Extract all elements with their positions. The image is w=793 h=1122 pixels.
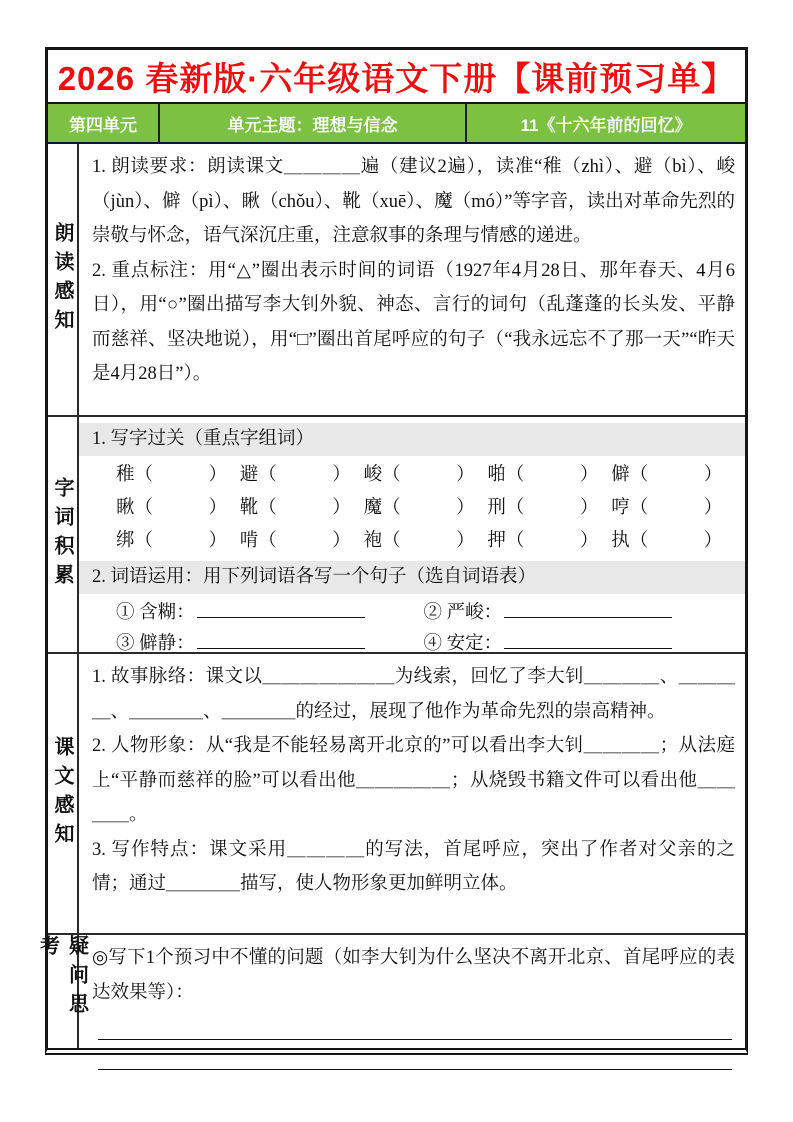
word-grid-cell: 袍（ ）	[363, 531, 475, 551]
section-thinking	[36, 935, 745, 1048]
sentence-word-label: ① 含糊：	[116, 603, 195, 623]
word-grid-cell: 执（ ）	[611, 531, 723, 551]
word-grid-cell: 峻（ ）	[363, 465, 475, 485]
section-reading-content	[79, 144, 745, 415]
word-grid-cell: 刑（ ）	[487, 498, 599, 518]
story-thread-text: 1. 故事脉络：课文以＿＿＿＿＿＿＿为线索，回忆了李大钊＿＿＿＿、＿＿＿＿、＿＿＿＿、＿＿＿＿的经过，展现了他作为革命先烈的崇高精神。	[92, 667, 735, 722]
word-grid-cell: 哼（ ）	[611, 498, 723, 518]
section-words	[48, 417, 745, 654]
lesson-title-cell: 11《十六年前的回忆》	[465, 104, 745, 142]
answer-blank	[197, 629, 365, 649]
section-thinking-content	[79, 935, 745, 1048]
character-grid	[79, 458, 745, 559]
answer-line	[98, 1010, 732, 1040]
word-grid-cell: 靴（ ）	[239, 498, 351, 518]
word-grid-cell: 押（ ）	[487, 531, 599, 551]
reading-annotation-text: 2. 重点标注：用“△”圈出表示时间的词语（1927年4月28日、那年春天、4月6日），用“○”圈出描写李大钊外貌、神态、言行的词句（乱蓬蓬的长头发、平静而慈祥、坚决地说），用“□”圈出首尾呼应的句子（“我永远忘不了那一天”“昨天是4月28日”）。	[92, 260, 735, 384]
unit-theme-cell: 单元主题：理想与信念	[158, 104, 465, 142]
answer-line	[98, 1040, 732, 1070]
character-image-text: 2. 人物形象：从“我是不能轻易离开北京的”可以看出李大钊＿＿＿＿；从法庭上“平静而慈祥的脸”可以看出他＿＿＿＿＿；从烧毁书籍文件可以看出他＿＿＿＿。	[92, 736, 735, 825]
write-characters-header: 1. 写字过关（重点字组词）	[79, 423, 745, 456]
word-grid-cell: 啪（ ）	[487, 465, 599, 485]
word-grid-cell: 僻（ ）	[611, 465, 723, 485]
page-title: 2026 春新版·六年级语文下册【课前预习单】	[48, 50, 745, 104]
section-words-content	[79, 417, 745, 652]
sentence-word-item	[116, 598, 424, 629]
word-grid-cell: 稚（ ）	[116, 465, 228, 485]
word-grid-cell: 啃（ ）	[239, 531, 351, 551]
worksheet	[36, 47, 748, 1055]
sentence-writing-grid	[79, 596, 745, 660]
answer-blank	[504, 598, 672, 618]
section-reading	[48, 144, 745, 417]
unit-bar	[48, 104, 745, 144]
word-grid-cell: 魔（ ）	[363, 498, 475, 518]
section-label-comprehension: 课文感知	[48, 654, 79, 933]
answer-blank	[197, 598, 365, 618]
section-label-thinking: 疑问思考	[48, 935, 79, 1048]
answer-blank	[504, 629, 672, 649]
writing-features-text: 3. 写作特点：课文采用＿＿＿＿的写法，首尾呼应，突出了作者对父亲的之情；通过＿＿＿＿描写，使人物形象更加鲜明立体。	[92, 839, 735, 894]
question-prompt-text: ◎写下1个预习中不懂的问题（如李大钊为什么坚决不离开北京、首尾呼应的表达效果等）：	[92, 948, 735, 1003]
unit-cell: 第四单元	[69, 116, 137, 135]
sentence-word-item	[424, 598, 732, 629]
section-label-words: 字词积累	[48, 417, 79, 652]
section-comprehension	[48, 654, 745, 935]
reading-requirement-text: 1. 朗读要求：朗读课文＿＿＿＿遍（建议2遍），读准“稚（zhì）、避（bì）、峻（jùn）、僻（pì）、瞅（chǒu）、靴（xuē）、魔（mó）”等字音，读出对革命先烈的崇敬与怀念，语气深沉庄重，注意叙事的条理与情感的递进。	[92, 157, 735, 246]
section-comprehension-content	[79, 654, 745, 933]
word-grid-cell: 绑（ ）	[116, 531, 228, 551]
sentence-word-label: ② 严峻：	[423, 603, 503, 623]
sentence-word-label: ④ 安定：	[423, 634, 503, 654]
word-grid-cell: 瞅（ ）	[116, 498, 228, 518]
section-label-reading: 朗读感知	[48, 144, 79, 415]
sentence-word-label: ③ 僻静：	[116, 634, 195, 654]
word-grid-cell: 避（ ）	[239, 465, 351, 485]
word-usage-header: 2. 词语运用：用下列词语各写一个句子（选自词语表）	[79, 561, 745, 594]
